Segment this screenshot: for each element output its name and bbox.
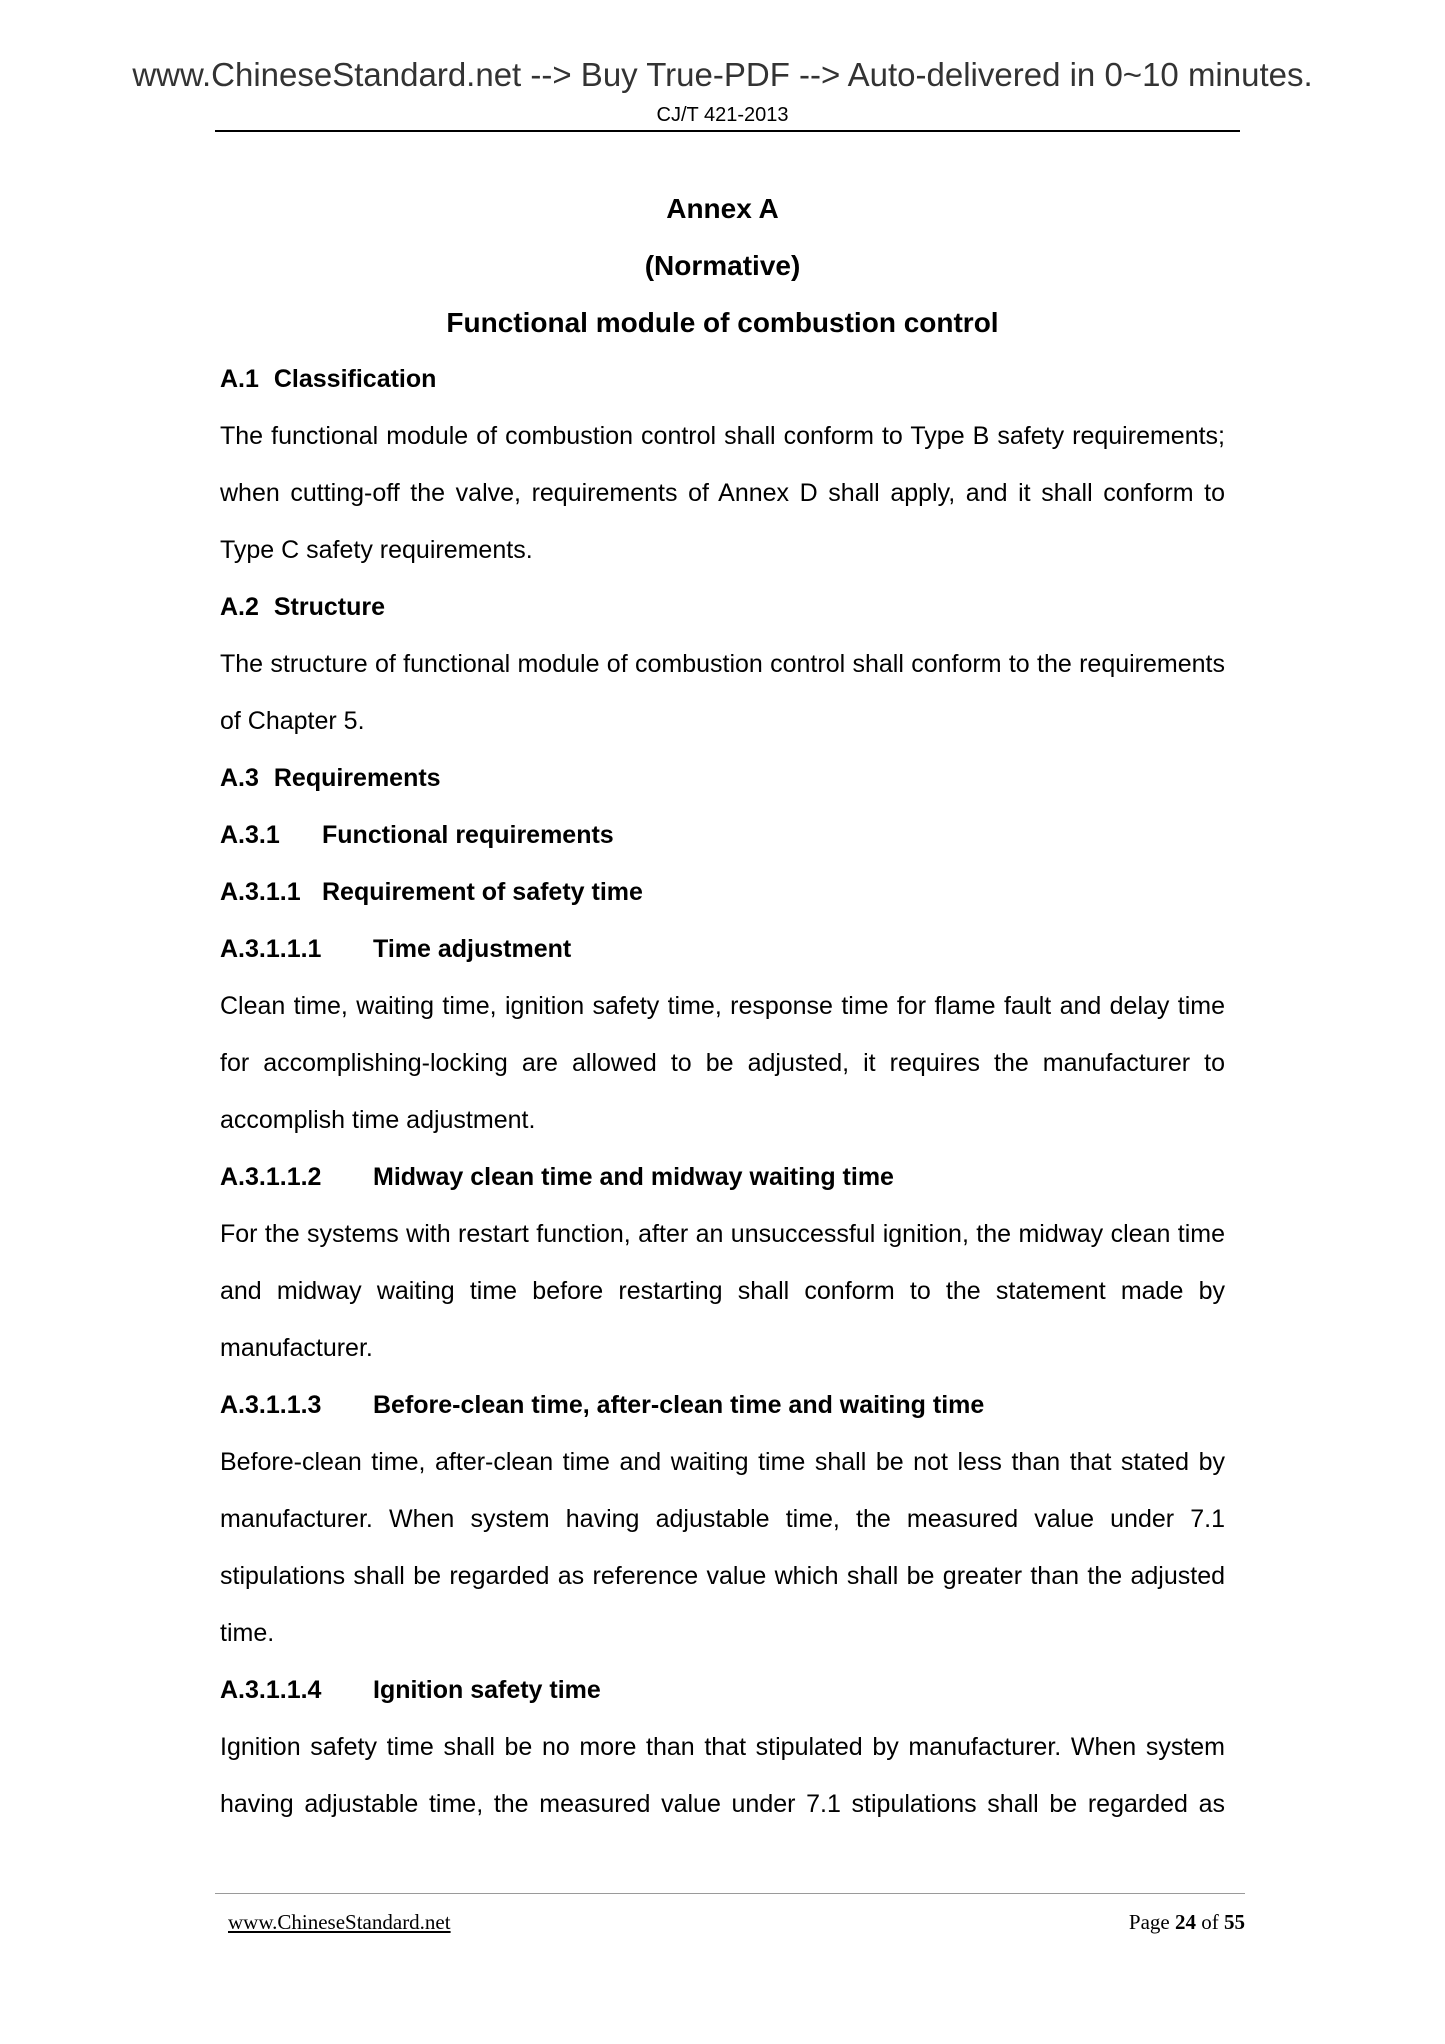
section-number: A.1 [220, 365, 259, 393]
section-heading-a3 [220, 750, 1225, 807]
page-number [1129, 1910, 1245, 1935]
section-title: Time adjustment [373, 935, 572, 963]
section-heading-a3114 [220, 1662, 1225, 1719]
section-heading-a3112 [220, 1149, 1225, 1206]
section-number: A.3.1.1 [220, 878, 301, 906]
header-divider [215, 130, 1240, 132]
total-pages: 55 [1224, 1910, 1245, 1934]
section-heading-a1 [220, 351, 1225, 408]
section-title: Ignition safety time [373, 1676, 601, 1704]
page-content [220, 180, 1225, 1833]
section-heading-a31 [220, 807, 1225, 864]
current-page: 24 [1175, 1910, 1196, 1934]
section-title: Structure [273, 593, 385, 621]
section-number: A.3.1 [220, 821, 280, 849]
section-text-a3113: Before-clean time, after-clean time and waiting time shall be not less than that stated by manufacturer. When system having adjustable time, the measured value under 7.1 stipulations shall be regarded as reference value which shall be greater than the adjusted time. [220, 1448, 1225, 1647]
section-number: A.3 [220, 764, 259, 792]
annex-type: (Normative) [644, 250, 801, 281]
section-number: A.3.1.1.1 [220, 935, 322, 963]
annex-name: Functional module of combustion control [446, 307, 999, 338]
section-heading-a3113 [220, 1377, 1225, 1434]
site-banner: www.ChineseStandard.net --> Buy True-PDF --> Auto-delivered in 0~10 minutes. [132, 56, 1313, 93]
section-text-a3114: Ignition safety time shall be no more than that stipulated by manufacturer. When system having adjustable time, the measured value under 7.1 stipulations shall be regarded as [220, 1733, 1225, 1818]
section-number: A.3.1.1.3 [220, 1391, 322, 1419]
section-number: A.2 [220, 593, 259, 621]
section-title: Requirement of safety time [322, 878, 643, 906]
section-title: Functional requirements [322, 821, 614, 849]
page-word: Page [1128, 1910, 1170, 1934]
standard-code: CJ/T 421-2013 [656, 104, 789, 126]
footer-divider [215, 1893, 1245, 1894]
section-text-a2: The structure of functional module of combustion control shall conform to the requirements of Chapter 5. [220, 650, 1225, 735]
section-heading-a2 [220, 579, 1225, 636]
footer-site-link[interactable]: www.ChineseStandard.net [228, 1910, 451, 1934]
page-of: of [1201, 1910, 1219, 1934]
section-number: A.3.1.1.2 [220, 1163, 322, 1191]
section-text-a3112: For the systems with restart function, after an unsuccessful ignition, the midway clean time and midway waiting time before restarting shall conform to the statement made by manufacturer. [220, 1220, 1225, 1362]
section-heading-a311 [220, 864, 1225, 921]
section-text-a3111: Clean time, waiting time, ignition safety time, response time for flame fault and delay time for accomplishing-locking are allowed to be adjusted, it requires the manufacturer to accomplish time adjustment. [220, 992, 1225, 1134]
annex-title: Annex A [666, 193, 779, 224]
section-number: A.3.1.1.4 [220, 1676, 322, 1704]
section-title: Classification [273, 365, 437, 393]
section-title: Before-clean time, after-clean time and waiting time [373, 1391, 985, 1419]
section-heading-a3111 [220, 921, 1225, 978]
section-text-a1: The functional module of combustion control shall conform to Type B safety requirements; when cutting-off the valve, requirements of Annex D shall apply, and it shall conform to Type C safety requirements. [220, 422, 1225, 564]
section-title: Midway clean time and midway waiting time [373, 1163, 894, 1191]
section-title: Requirements [273, 764, 441, 792]
